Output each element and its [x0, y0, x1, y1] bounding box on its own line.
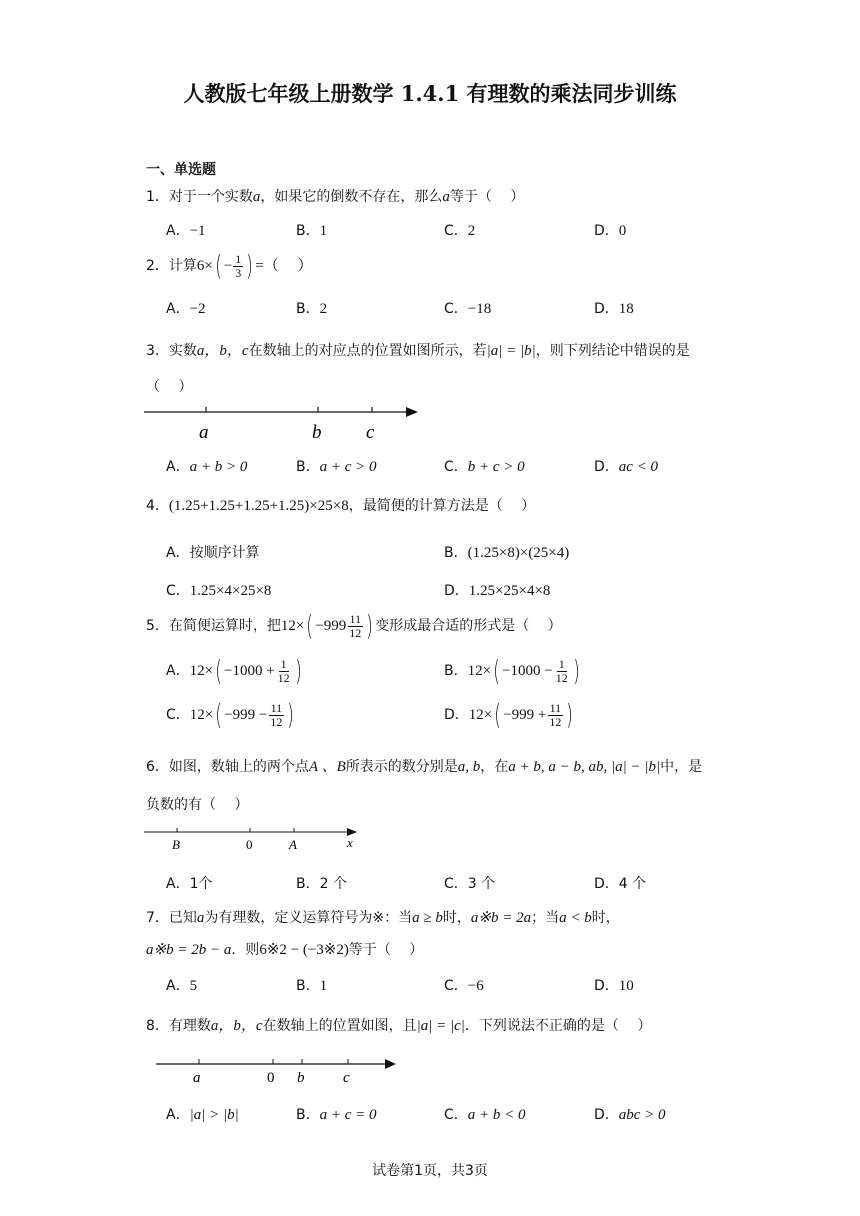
label-a: a: [199, 422, 209, 443]
q4-option-a[interactable]: A．按顺序计算: [166, 545, 260, 561]
axis-arrow: [406, 407, 418, 417]
question-6-cont: 负数的有（ ）: [146, 797, 249, 813]
question-4: 4．(1.25+1.25+1.25+1.25)×25×8，最简便的计算方法是（ ）: [146, 498, 536, 514]
question-7: 7．已知a为有理数，定义运算符号为※：当a ≥ b时，a※b = 2a；当a < b时，: [146, 910, 620, 926]
axis-arrow: [385, 1059, 396, 1069]
q8-number-line: [156, 1054, 406, 1086]
q6-option-b[interactable]: B．2 个: [296, 876, 347, 892]
q2-option-a[interactable]: A．−2: [166, 301, 206, 317]
q8-option-a[interactable]: A．|a| > |b|: [166, 1107, 239, 1123]
q2-option-c[interactable]: C．−18: [444, 301, 492, 317]
q5-option-d[interactable]: D．12×( −999 + $\frac{11}{12}$ ): [444, 698, 574, 731]
q8-option-d[interactable]: D．abc > 0: [594, 1107, 666, 1123]
page-footer: 试卷第1页，共3页: [372, 1163, 488, 1179]
q4-option-d[interactable]: D．1.25×25×4×8: [444, 583, 551, 599]
label-A: A: [289, 837, 297, 852]
question-7-cont: a※b = 2b − a．则6※2 − (−3※2)等于（ ）: [146, 942, 424, 958]
question-3-cont: （ ）: [146, 379, 193, 395]
question-8: 8．有理数a，b，c在数轴上的位置如图，且|a| = |c|．下列说法不正确的是（ ）: [146, 1018, 652, 1034]
label-0: 0: [267, 1070, 275, 1086]
q1-option-d[interactable]: D．0: [594, 223, 627, 239]
q7-option-d[interactable]: D．10: [594, 978, 634, 994]
question-3: 3．实数a，b，c在数轴上的对应点的位置如图所示，若|a| = |b|，则下列结论中错误的是: [146, 343, 690, 359]
q6-option-c[interactable]: C．3 个: [444, 876, 496, 892]
label-b: b: [297, 1070, 305, 1086]
question-2: 2．计算6×( − $\frac{1}{3}$ ) =（ ）: [146, 249, 313, 282]
q3-option-a[interactable]: A．a + b > 0: [166, 459, 248, 475]
q4-option-b[interactable]: B．(1.25×8)×(25×4): [444, 545, 570, 561]
q2-option-b[interactable]: B．2: [296, 301, 328, 317]
q7-option-b[interactable]: B．1: [296, 978, 328, 994]
q3-option-d[interactable]: D．ac < 0: [594, 459, 659, 475]
label-c: c: [343, 1070, 350, 1086]
q1-option-a[interactable]: A．−1: [166, 223, 206, 239]
question-5: 5．在简便运算时，把12×( −999 $\frac{11}{12}$ ) 变形成最合适的形式是（ ）: [146, 609, 562, 642]
label-b: b: [312, 422, 322, 443]
page-title: 人教版七年级上册数学 1.4.1 有理数的乘法同步训练: [183, 81, 677, 106]
q6-number-line: [144, 824, 364, 854]
q5-option-c[interactable]: C．12×( −999 − $\frac{11}{12}$ ): [166, 698, 295, 731]
label-c: c: [366, 422, 375, 443]
q5-option-a[interactable]: A．12×( −1000 + $\frac{1}{12}$ ): [166, 654, 302, 687]
q7-option-a[interactable]: A．5: [166, 978, 198, 994]
q3-option-c[interactable]: C．b + c > 0: [444, 459, 525, 475]
q5-option-b[interactable]: B．12×( −1000 − $\frac{1}{12}$ ): [444, 654, 580, 687]
label-B: B: [172, 837, 180, 852]
q3-number-line: [144, 402, 424, 444]
label-a: a: [193, 1070, 201, 1086]
question-6: 6．如图，数轴上的两个点A 、B所表示的数分别是a, b，在a + b, a − b, ab, |a| − |b|中，是: [146, 759, 703, 775]
q4-option-c[interactable]: C．1.25×4×25×8: [166, 583, 272, 599]
q6-option-d[interactable]: D．4 个: [594, 876, 647, 892]
q2-option-d[interactable]: D．18: [594, 301, 634, 317]
section-heading: 一、单选题: [146, 162, 216, 178]
q1-option-b[interactable]: B．1: [296, 223, 328, 239]
q8-option-c[interactable]: C．a + b < 0: [444, 1107, 526, 1123]
q7-option-c[interactable]: C．−6: [444, 978, 484, 994]
q3-option-b[interactable]: B．a + c > 0: [296, 459, 377, 475]
q8-option-b[interactable]: B．a + c = 0: [296, 1107, 377, 1123]
label-0: 0: [246, 837, 253, 852]
q6-option-a[interactable]: A．1个: [166, 876, 213, 892]
label-x: x: [347, 835, 353, 850]
q1-option-c[interactable]: C．2: [444, 223, 476, 239]
question-1: 1．对于一个实数a，如果它的倒数不存在，那么a等于（ ）: [146, 189, 525, 205]
